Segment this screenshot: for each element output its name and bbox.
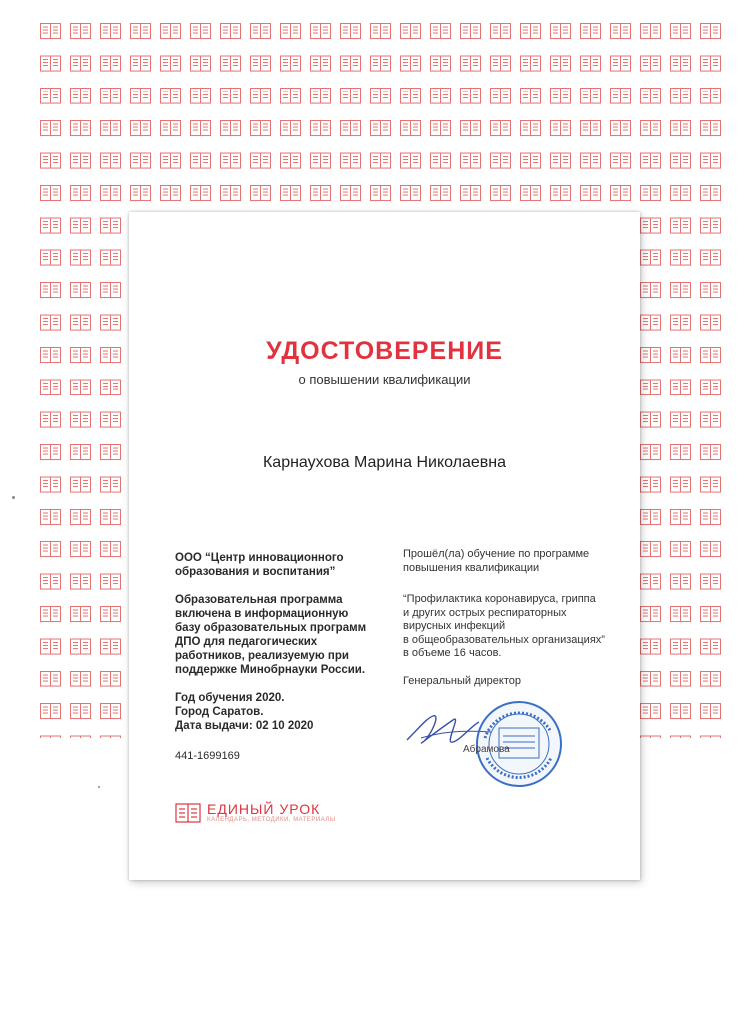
program-description: Образовательная программа включена в информационную базу образовательных программ ДПО для педагогических работников, реализуемую при поддержке Минобрнауки России. bbox=[175, 594, 367, 676]
scan-speck bbox=[12, 496, 15, 499]
city: Город Саратов. bbox=[175, 706, 264, 718]
director-name: Абрамова bbox=[463, 744, 510, 755]
book-logo-icon bbox=[175, 803, 201, 823]
training-intro: Прошёл(ла) обучение по программе повышения квалификации bbox=[403, 548, 590, 574]
director-title: Генеральный директор bbox=[403, 674, 521, 687]
study-year: Год обучения 2020. bbox=[175, 692, 285, 704]
certificate-card bbox=[129, 212, 640, 880]
logo-name: ЕДИНЫЙ УРОК bbox=[207, 801, 321, 817]
certificate-subtitle: о повышении квалификации bbox=[298, 372, 471, 387]
organization-name: ООО “Центр инновационного образования и воспитания” bbox=[175, 552, 344, 578]
certificate-title: УДОСТОВЕРЕНИЕ bbox=[266, 337, 503, 365]
brand-logo bbox=[175, 802, 336, 824]
course-title: “Профилактика коронавируса, гриппа и других острых респираторных вирусных инфекций в общеобразовательных организациях” в объеме 16 часов. bbox=[403, 593, 605, 659]
right-column bbox=[403, 548, 623, 688]
scan-speck bbox=[98, 786, 100, 788]
recipient-name: Карнаухова Марина Николаевна bbox=[262, 454, 507, 471]
issue-info bbox=[175, 691, 390, 733]
left-column bbox=[175, 551, 390, 763]
registration-number: 441-1699169 bbox=[175, 750, 240, 762]
issue-date: Дата выдачи: 02 10 2020 bbox=[175, 720, 314, 732]
logo-tagline: КАЛЕНДАРЬ, МЕТОДИКИ, МАТЕРИАЛЫ bbox=[207, 817, 336, 823]
